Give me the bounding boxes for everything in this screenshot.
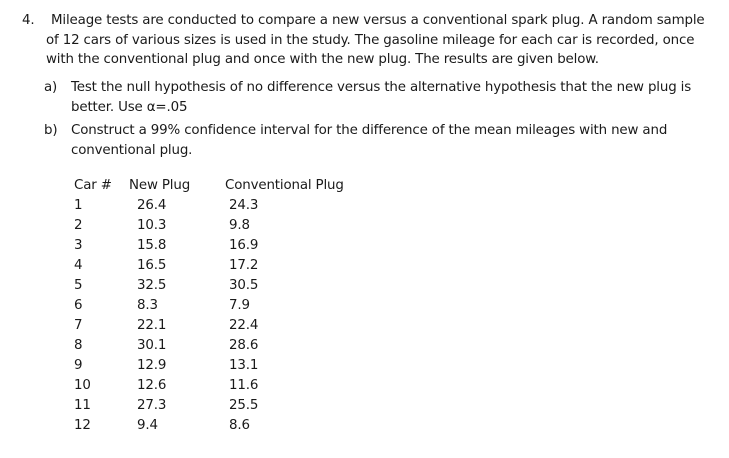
cell-new-plug: 12.6	[137, 378, 167, 393]
table-row	[74, 416, 369, 436]
cell-new-plug: 30.1	[137, 338, 167, 353]
cell-conventional-plug: 8.6	[229, 418, 250, 433]
cell-new-plug: 22.1	[137, 318, 167, 333]
table-row	[74, 396, 369, 416]
cell-new-plug: 12.9	[137, 358, 167, 373]
part-b-line: conventional plug.	[71, 142, 193, 158]
question-number: 4.	[22, 13, 35, 28]
cell-new-plug: 15.8	[137, 238, 167, 253]
cell-conventional-plug: 9.8	[229, 218, 250, 233]
table-row	[74, 356, 369, 376]
header-new-plug: New Plug	[129, 178, 191, 193]
cell-conventional-plug: 7.9	[229, 298, 250, 313]
table-row	[74, 236, 369, 256]
table-row	[74, 256, 369, 276]
cell-conventional-plug: 24.3	[229, 198, 259, 213]
part-a-line: Test the null hypothesis of no difference versus the alternative hypothesis that the new plug is	[71, 80, 692, 95]
cell-conventional-plug: 17.2	[229, 258, 259, 273]
mileage-table	[74, 176, 369, 436]
cell-car: 9	[74, 358, 83, 373]
cell-conventional-plug: 22.4	[229, 318, 259, 333]
question-line: with the conventional plug and once with the new plug. The results are given below.	[46, 52, 599, 67]
cell-conventional-plug: 16.9	[229, 238, 259, 253]
cell-conventional-plug: 28.6	[229, 338, 259, 353]
header-car: Car #	[74, 178, 112, 193]
cell-car: 11	[74, 398, 91, 413]
cell-car: 5	[74, 278, 83, 293]
part-a-line: better. Use α=.05	[71, 99, 188, 115]
part-b-label: b)	[44, 123, 58, 138]
part-b-line: Construct a 99% confidence interval for the difference of the mean mileages with new and	[71, 123, 668, 138]
question-statement	[46, 11, 723, 70]
table-row	[74, 336, 369, 356]
cell-car: 2	[74, 218, 83, 233]
table-row	[74, 296, 369, 316]
cell-new-plug: 32.5	[137, 278, 167, 293]
table-header-row	[74, 176, 369, 196]
cell-new-plug: 10.3	[137, 218, 167, 233]
cell-car: 1	[74, 198, 83, 213]
cell-conventional-plug: 11.6	[229, 378, 259, 393]
cell-new-plug: 8.3	[137, 298, 158, 313]
question-line: Mileage tests are conducted to compare a new versus a conventional spark plug. A random sample	[51, 13, 705, 28]
cell-new-plug: 27.3	[137, 398, 167, 413]
part-b-text	[71, 121, 716, 160]
cell-car: 8	[74, 338, 83, 353]
cell-new-plug: 26.4	[137, 198, 167, 213]
cell-car: 10	[74, 378, 91, 393]
table-row	[74, 376, 369, 396]
part-a-label: a)	[44, 80, 58, 95]
header-conventional-plug: Conventional Plug	[225, 178, 344, 193]
cell-car: 7	[74, 318, 83, 333]
cell-conventional-plug: 25.5	[229, 398, 259, 413]
table-row	[74, 196, 369, 216]
table-row	[74, 276, 369, 296]
cell-car: 3	[74, 238, 83, 253]
cell-conventional-plug: 13.1	[229, 358, 259, 373]
table-row	[74, 316, 369, 336]
cell-new-plug: 9.4	[137, 418, 158, 433]
cell-new-plug: 16.5	[137, 258, 167, 273]
question-line: of 12 cars of various sizes is used in the study. The gasoline mileage for each car is recorded, once	[46, 32, 695, 48]
cell-car: 4	[74, 258, 83, 273]
cell-conventional-plug: 30.5	[229, 278, 259, 293]
part-a-text	[71, 78, 716, 117]
table-row	[74, 216, 369, 236]
cell-car: 6	[74, 298, 83, 313]
cell-car: 12	[74, 418, 91, 433]
